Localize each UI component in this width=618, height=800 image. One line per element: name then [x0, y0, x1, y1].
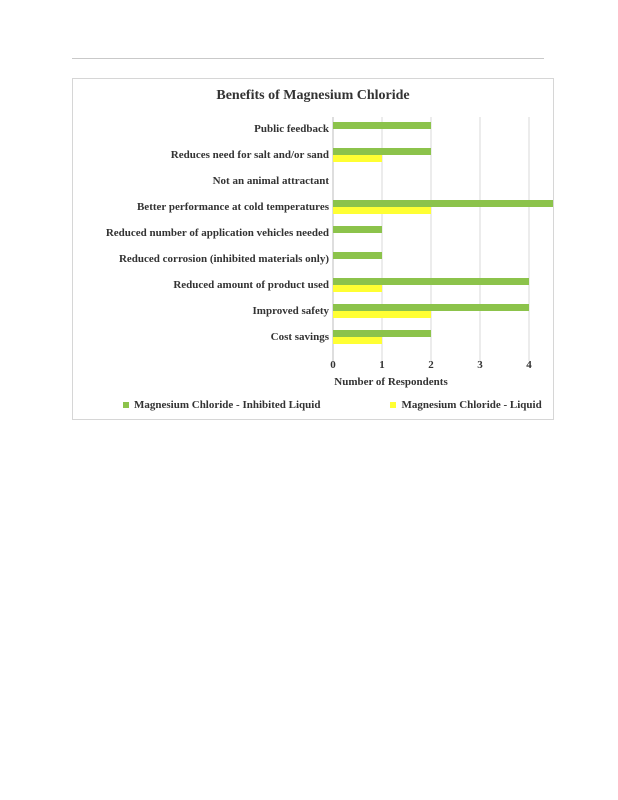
legend-swatch-liquid	[390, 402, 396, 408]
legend-label-inhibited: Magnesium Chloride - Inhibited Liquid	[134, 399, 321, 411]
x-tick-label-0: 0	[330, 359, 336, 371]
bar-liquid-8	[333, 337, 382, 344]
bar-inhibited-5	[333, 252, 382, 259]
bar-inhibited-7	[333, 304, 529, 311]
page-top-rule	[72, 58, 544, 59]
x-tick-label-1: 1	[379, 359, 385, 371]
category-label-6: Reduced amount of product used	[173, 279, 329, 291]
bar-inhibited-3	[333, 200, 553, 207]
bar-liquid-1	[333, 155, 382, 162]
category-label-5: Reduced corrosion (inhibited materials only)	[118, 253, 329, 265]
legend-swatch-inhibited	[123, 402, 129, 408]
x-tick-label-2: 2	[428, 359, 434, 371]
legend-label-liquid: Magnesium Chloride - Liquid	[401, 399, 542, 411]
bar-liquid-6	[333, 285, 382, 292]
category-label-2: Not an animal attractant	[212, 175, 329, 187]
bar-liquid-3	[333, 207, 431, 214]
category-label-7: Improved safety	[252, 305, 329, 317]
bar-inhibited-0	[333, 122, 431, 129]
bar-inhibited-1	[333, 148, 431, 155]
category-label-0: Public feedback	[254, 123, 329, 135]
category-label-1: Reduces need for salt and/or sand	[170, 149, 329, 161]
bar-inhibited-6	[333, 278, 529, 285]
chart-title: Benefits of Magnesium Chloride	[216, 88, 410, 103]
category-label-8: Cost savings	[270, 331, 329, 343]
bar-inhibited-4	[333, 226, 382, 233]
legend-item-inhibited	[123, 399, 320, 411]
x-tick-label-3: 3	[477, 359, 483, 371]
legend-item-liquid	[390, 399, 541, 411]
x-axis-label: Number of Respondents	[334, 376, 448, 388]
category-label-3: Better performance at cold temperatures	[136, 201, 329, 213]
bar-inhibited-8	[333, 330, 431, 337]
x-tick-label-4: 4	[526, 359, 532, 371]
category-label-4: Reduced number of application vehicles needed	[105, 227, 329, 239]
legend	[123, 399, 554, 411]
bar-liquid-7	[333, 311, 431, 318]
chart-frame	[72, 78, 554, 420]
